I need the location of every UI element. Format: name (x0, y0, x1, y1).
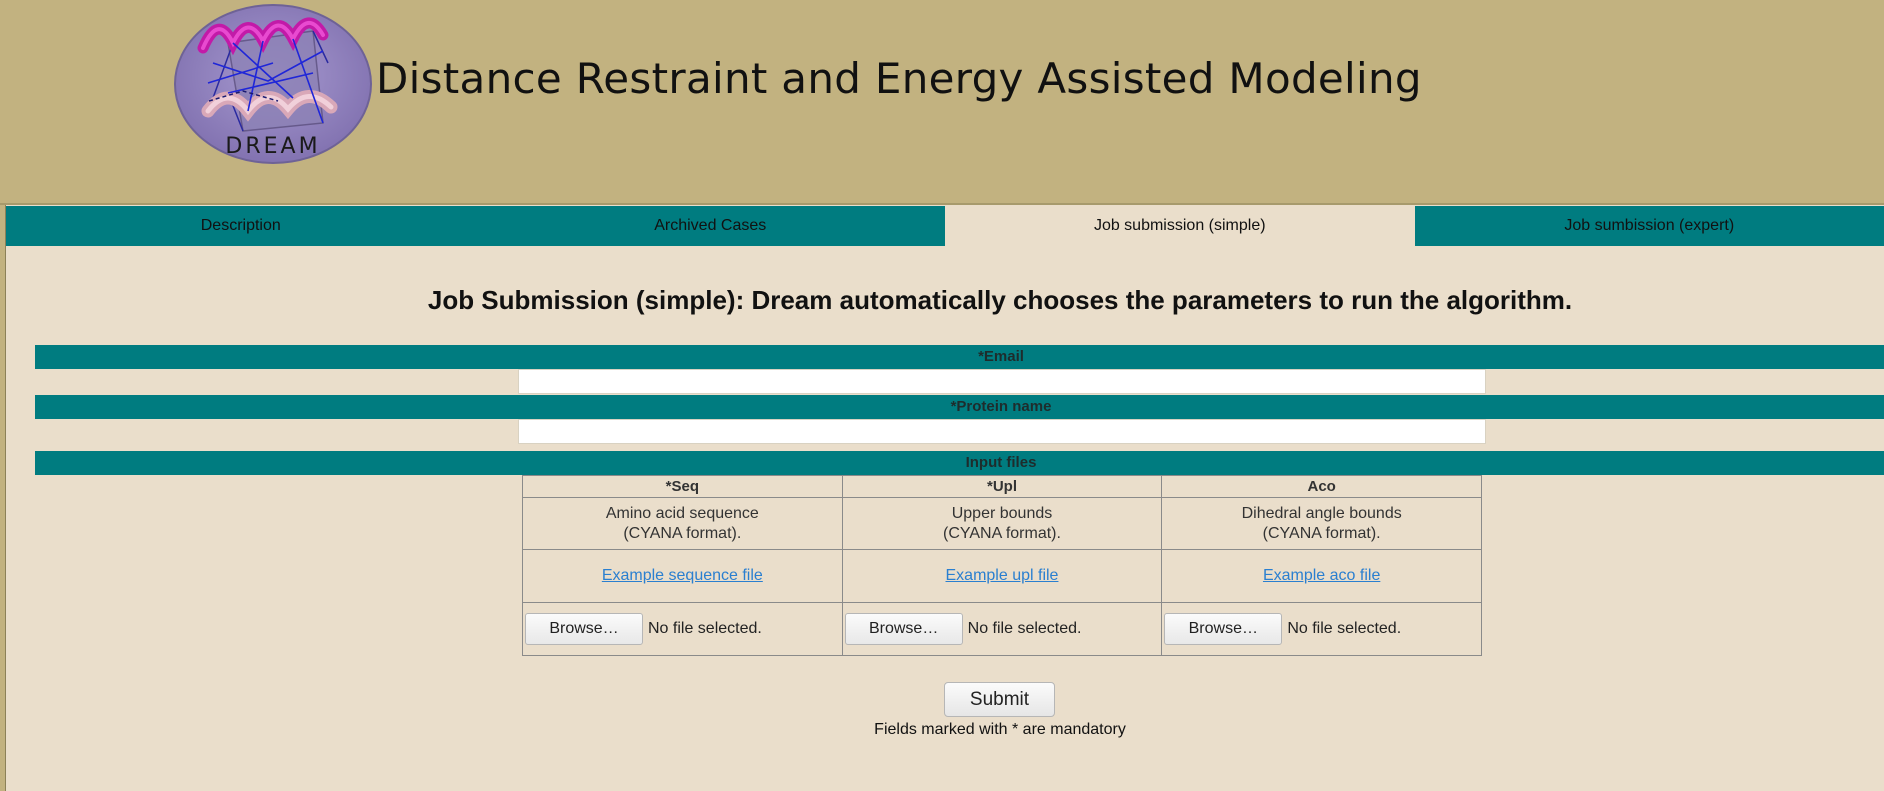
aco-column-header: Aco (1162, 476, 1482, 498)
protein-name-input[interactable] (518, 419, 1486, 444)
email-input[interactable] (518, 369, 1486, 394)
example-link-row (523, 550, 1482, 603)
aco-description (1162, 498, 1482, 550)
seq-file-input (523, 603, 843, 656)
seq-description-line1: Amino acid sequence (605, 504, 759, 522)
tab-bar (6, 206, 1884, 246)
protein-name-label-bar (35, 395, 1884, 419)
mandatory-fields-note: Fields marked with * are mandatory (874, 721, 1126, 738)
seq-description (523, 498, 843, 550)
seq-browse-button[interactable]: Browse… (525, 613, 643, 645)
submit-button[interactable]: Submit (944, 682, 1055, 717)
email-label-bar (35, 345, 1884, 369)
upl-description-line2: (CYANA format). (943, 524, 1061, 542)
example-upl-file-link[interactable]: Example upl file (945, 567, 1059, 584)
upl-browse-button[interactable]: Browse… (845, 613, 963, 645)
upl-file-status: No file selected. (967, 620, 1082, 637)
email-label: *Email (978, 348, 1024, 365)
upl-description-line1: Upper bounds (951, 504, 1053, 522)
input-files-label-bar (35, 451, 1884, 475)
tab-job-submission-expert[interactable]: Job sumbission (expert) (1564, 217, 1735, 234)
site-title: Distance Restraint and Energy Assisted Modeling (376, 54, 1422, 103)
aco-file-input (1162, 603, 1482, 656)
input-files-table (522, 475, 1482, 656)
upl-column-header: *Upl (842, 476, 1162, 498)
protein-name-label: *Protein name (950, 398, 1052, 415)
aco-file-status: No file selected. (1287, 620, 1402, 637)
upl-file-input (842, 603, 1162, 656)
seq-file-status: No file selected. (648, 620, 762, 637)
example-sequence-file-link[interactable]: Example sequence file (601, 567, 763, 584)
header (0, 0, 1884, 205)
aco-description-line2: (CYANA format). (1262, 524, 1381, 542)
tab-description[interactable]: Description (200, 217, 281, 234)
dream-logo (173, 3, 373, 165)
file-input-row (523, 603, 1482, 656)
page-title: Job Submission (simple): Dream automatically chooses the parameters to run the algorithm. (427, 285, 1573, 315)
tab-job-submission-simple[interactable]: Job submission (simple) (945, 206, 1415, 246)
svg-text:DREAM: DREAM (225, 134, 321, 159)
upl-description (842, 498, 1162, 550)
tab-archived-cases[interactable]: Archived Cases (654, 217, 767, 234)
input-files-label: Input files (965, 454, 1037, 471)
table-header-row (523, 476, 1482, 498)
seq-column-header: *Seq (523, 476, 843, 498)
example-aco-file-link[interactable]: Example aco file (1262, 567, 1381, 584)
description-row (523, 498, 1482, 550)
aco-description-line1: Dihedral angle bounds (1241, 504, 1402, 522)
seq-description-line2: (CYANA format). (623, 524, 742, 542)
aco-browse-button[interactable]: Browse… (1164, 613, 1282, 645)
